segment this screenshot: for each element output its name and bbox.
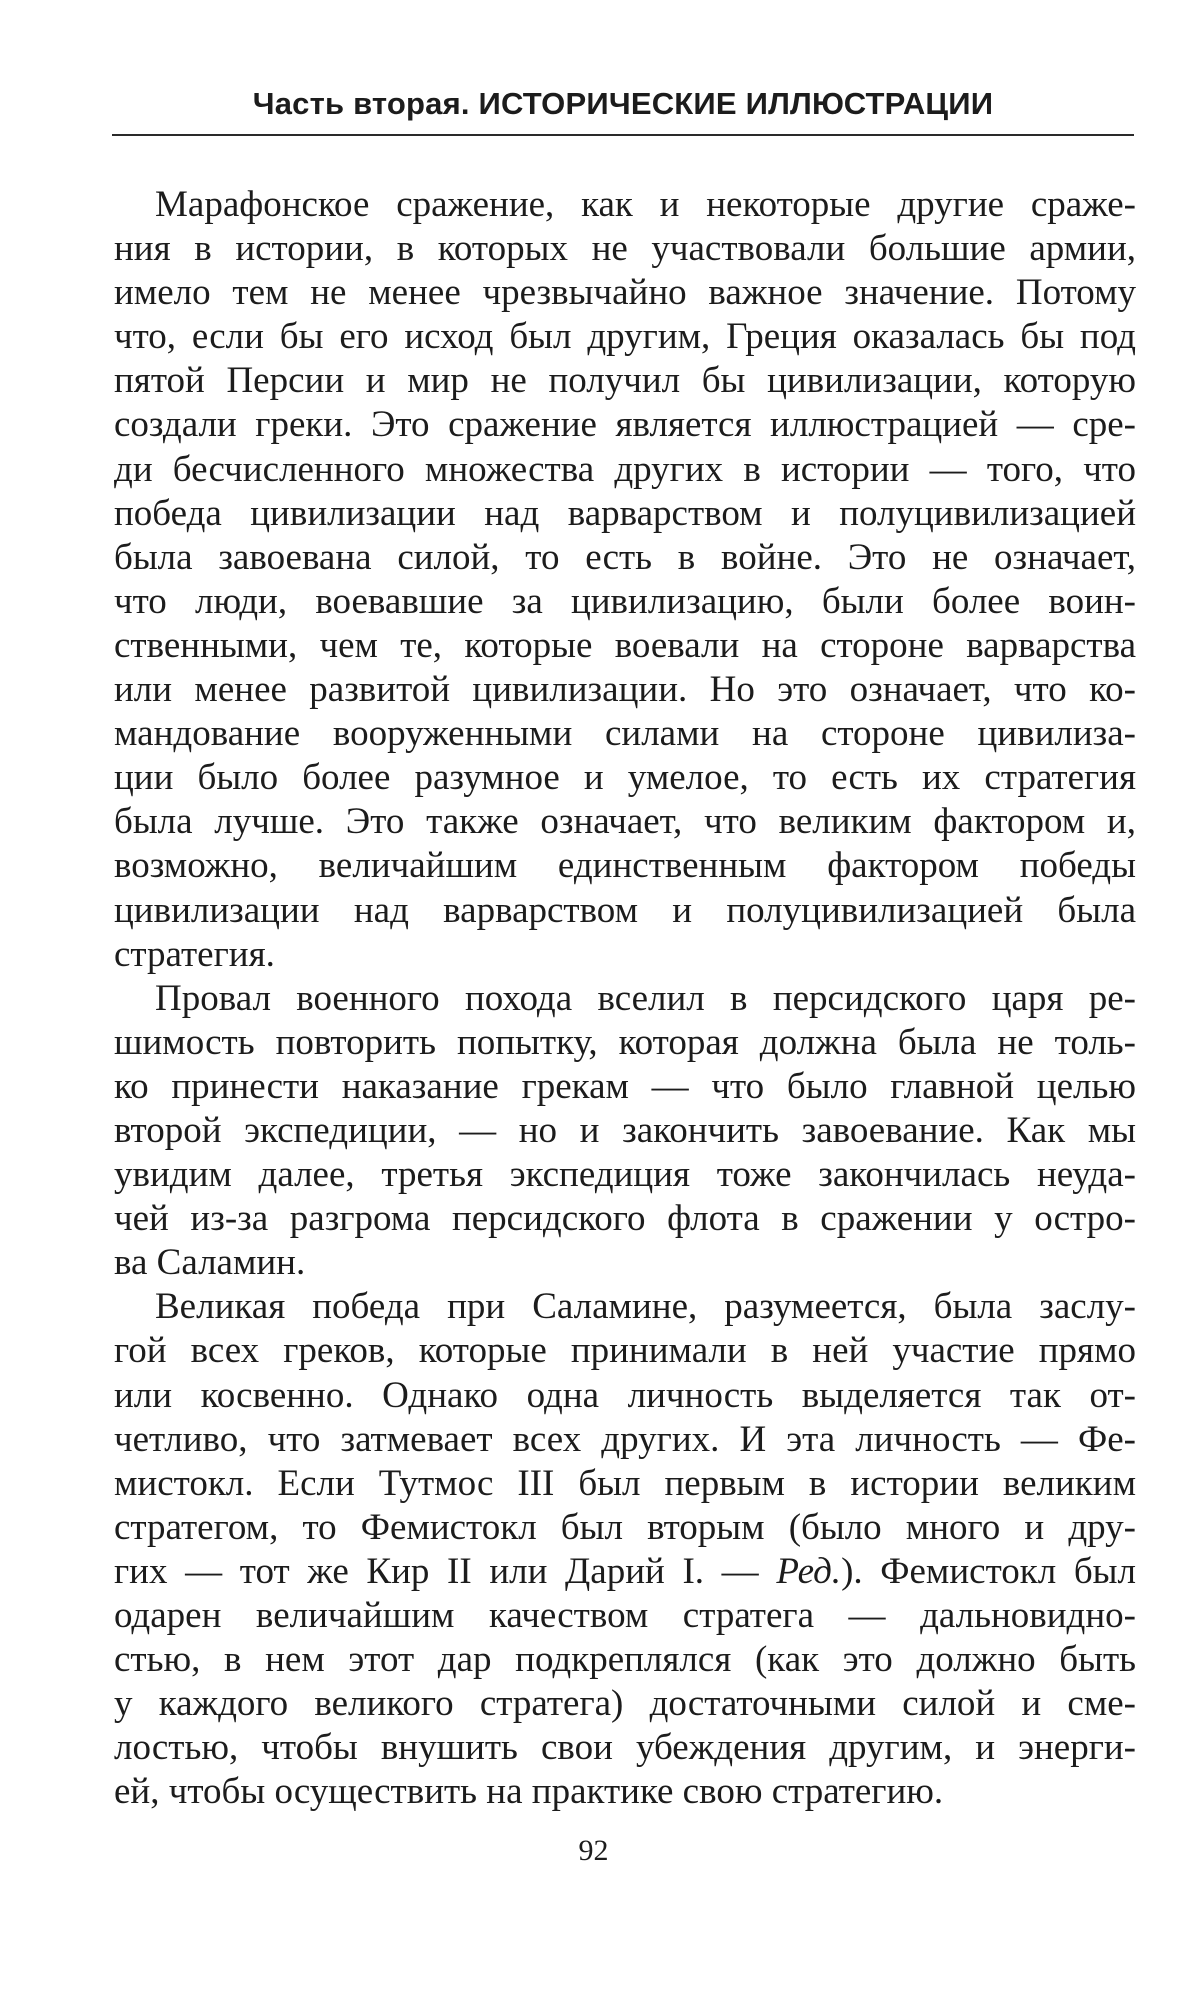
text-line: имело тем не менее чрезвычайно важное значение. Потому: [114, 272, 1136, 314]
text-line: у каждого великого стратега) достаточными силой и сме-: [114, 1683, 1136, 1725]
text-line: ва Саламин.: [114, 1242, 306, 1284]
text-line: что люди, воевавшие за цивилизацию, были более воин-: [114, 580, 1136, 622]
text-line: стратегия.: [114, 933, 275, 975]
text-line: Великая победа при Саламине, разумеется, была заслу-: [155, 1286, 1136, 1328]
text-line: Марафонское сражение, как и некоторые другие сраже-: [155, 184, 1136, 225]
text-line: ей, чтобы осуществить на практике свою стратегию.: [114, 1771, 944, 1813]
text-line: или менее развитой цивилизации. Но это означает, что ко-: [114, 669, 1136, 711]
text-segment: гих — тот же Кир II или Дарий I. —: [114, 1550, 777, 1592]
text-line: мистокл. Если Тутмос III был первым в истории великим: [114, 1462, 1136, 1504]
text-line: второй экспедиции, — но и закончить завоевание. Как мы: [114, 1109, 1136, 1151]
text-line: возможно, величайшим единственным фактором победы: [114, 845, 1136, 887]
text-line: создали греки. Это сражение является иллюстрацией — сре-: [114, 404, 1136, 446]
text-line: мандование вооруженными силами на стороне цивилиза-: [114, 713, 1136, 755]
text-line: или косвенно. Однако одна личность выделяется так от-: [114, 1374, 1136, 1416]
paragraph-1: [114, 183, 1136, 977]
text-line: увидим далее, третья экспедиция тоже закончилась неуда-: [114, 1154, 1136, 1196]
page-number: 92: [578, 1834, 609, 1867]
text-line: ния в истории, в которых не участвовали большие армии,: [114, 228, 1136, 270]
text-line: чей из-за разгрома персидского флота в сражении у остро-: [114, 1198, 1136, 1240]
text-line: ди бесчисленного множества других в истории — того, что: [114, 448, 1136, 490]
paragraph-3: [114, 1285, 1136, 1814]
body-text: [114, 183, 1136, 1814]
paragraph-2: [114, 977, 1136, 1286]
text-line-with-italic: [114, 1550, 1136, 1594]
text-line: Провал военного похода вселил в персидского царя ре-: [155, 977, 1136, 1019]
editor-note: Ред.: [776, 1550, 842, 1592]
text-line: лостью, чтобы внушить свои убеждения другим, и энерги-: [114, 1727, 1136, 1769]
text-line: четливо, что затмевает всех других. И эта личность — Фе-: [114, 1418, 1136, 1460]
text-line: пятой Персии и мир не получил бы цивилизации, которую: [114, 360, 1136, 402]
text-segment: ). Фемистокл был: [841, 1550, 1136, 1592]
text-line: ции было более разумное и умелое, то есть их стратегия: [114, 757, 1136, 799]
text-line: была лучше. Это также означает, что великим фактором и,: [114, 801, 1136, 843]
running-head: Часть вторая. ИСТОРИЧЕСКИЕ ИЛЛЮСТРАЦИИ: [112, 74, 1134, 136]
text-line: шимость повторить попытку, которая должна была не толь-: [114, 1021, 1136, 1063]
text-line: ственными, чем те, которые воевали на стороне варварства: [114, 624, 1136, 666]
text-line: одарен величайшим качеством стратега — дальновидно-: [114, 1595, 1136, 1636]
text-line: победа цивилизации над варварством и полуцивилизацией: [114, 492, 1136, 534]
text-line: стратегом, то Фемистокл был вторым (было много и дру-: [114, 1506, 1136, 1548]
text-line: ко принести наказание грекам — что было главной целью: [114, 1065, 1136, 1107]
text-line: что, если бы его исход был другим, Греция оказалась бы под: [114, 316, 1136, 358]
text-line: гой всех греков, которые принимали в ней участие прямо: [114, 1330, 1136, 1372]
text-line: цивилизации над варварством и полуцивилизацией была: [114, 889, 1136, 931]
text-line: была завоевана силой, то есть в войне. Это не означает,: [114, 536, 1136, 578]
text-line: стью, в нем этот дар подкреплялся (как это должно быть: [114, 1639, 1136, 1681]
